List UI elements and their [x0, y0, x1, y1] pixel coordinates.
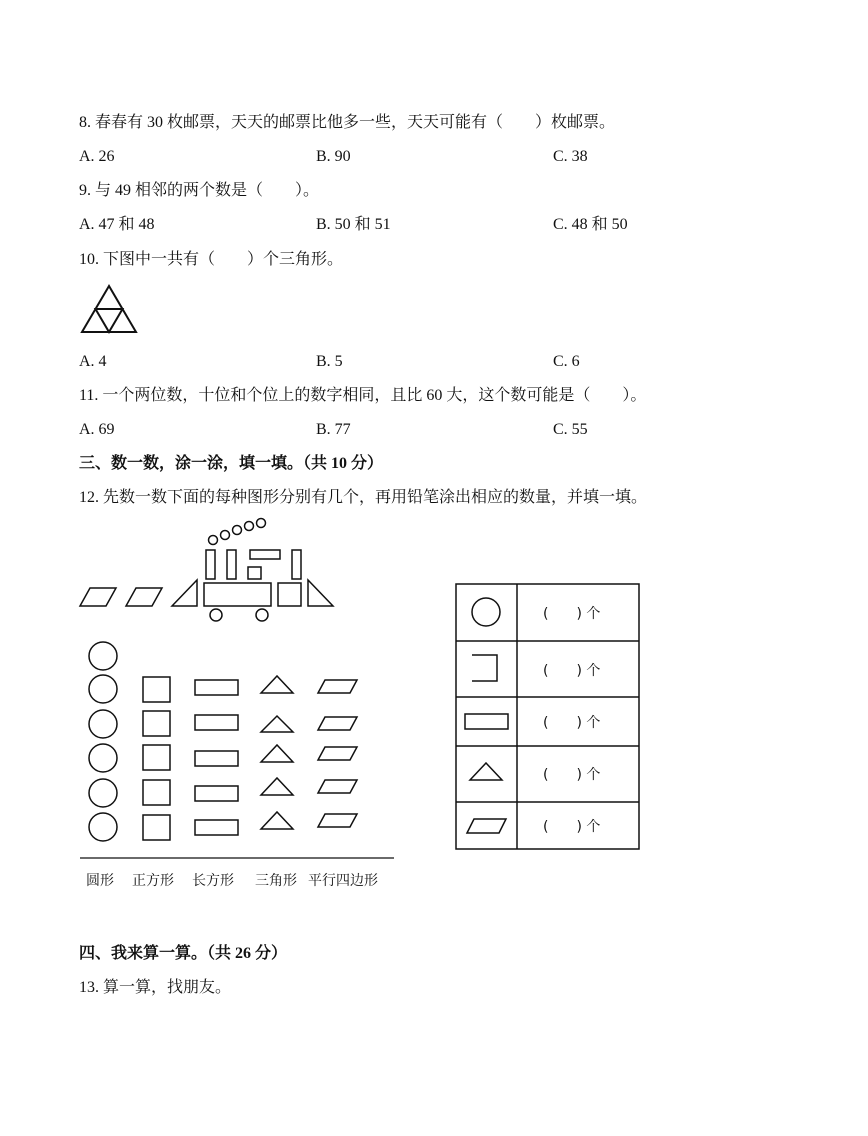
shape-count-chart	[78, 638, 398, 863]
table-cell-parallelogram: ( ) 个	[543, 819, 601, 835]
train-shapes-picture	[76, 518, 338, 624]
chart-label-square: 正方形	[132, 873, 174, 889]
chart-label-circle: 圆形	[86, 873, 114, 889]
q9-option-a: A. 47 和 48	[79, 216, 155, 233]
question-11-text: 11. 一个两位数，十位和个位上的数字相同，且比 60 大，这个数可能是（ ）。	[79, 387, 647, 404]
chart-label-triangle: 三角形	[255, 873, 297, 889]
section-3-heading: 三、数一数，涂一涂，填一填。（共 10 分）	[79, 455, 384, 472]
q8-option-c: C. 38	[553, 148, 588, 165]
q11-option-c: C. 55	[553, 421, 588, 438]
table-parallelogram-icon	[467, 819, 506, 833]
chart-label-rectangle: 长方形	[192, 873, 234, 889]
table-circle-icon	[472, 598, 500, 626]
question-13-text: 13. 算一算，找朋友。	[79, 979, 232, 996]
q9-option-b: B. 50 和 51	[316, 216, 391, 233]
question-12-text: 12. 先数一数下面的每种图形分别有几个，再用铅笔涂出相应的数量，并填一填。	[79, 489, 648, 506]
question-10-text: 10. 下图中一共有（ ）个三角形。	[79, 251, 344, 268]
q10-option-b: B. 5	[316, 353, 343, 370]
q9-option-c: C. 48 和 50	[553, 216, 628, 233]
table-rectangle-icon	[465, 714, 508, 729]
table-cell-square: ( ) 个	[543, 663, 601, 679]
q11-option-a: A. 69	[79, 421, 115, 438]
table-square-icon	[472, 655, 497, 681]
table-cell-circle: ( ) 个	[543, 606, 601, 622]
q8-option-b: B. 90	[316, 148, 351, 165]
table-cell-triangle: ( ) 个	[543, 767, 601, 783]
table-triangle-icon	[470, 763, 502, 780]
question-8-text: 8. 春春有 30 枚邮票，天天的邮票比他多一些，天天可能有（ ）枚邮票。	[79, 114, 616, 131]
question-9-text: 9. 与 49 相邻的两个数是（ ）。	[79, 182, 320, 199]
chart-label-parallelogram: 平行四边形	[308, 873, 378, 889]
q10-option-c: C. 6	[553, 353, 580, 370]
triangle-figure	[80, 284, 140, 336]
q10-option-a: A. 4	[79, 353, 107, 370]
section-4-heading: 四、我来算一算。（共 26 分）	[79, 945, 288, 962]
q8-option-a: A. 26	[79, 148, 115, 165]
q11-option-b: B. 77	[316, 421, 351, 438]
table-cell-rectangle: ( ) 个	[543, 715, 601, 731]
